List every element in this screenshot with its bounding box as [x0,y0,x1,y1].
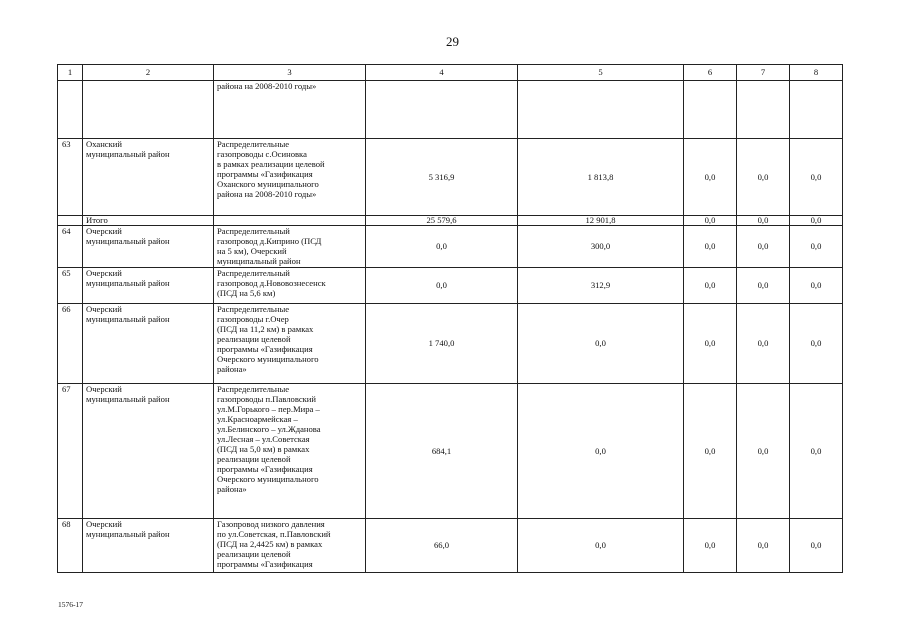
value-col-7: 0,0 [737,139,790,216]
column-header: 4 [366,65,518,81]
district-name: Очерский муниципальный район [83,268,214,304]
table-row [58,384,843,519]
table-row [58,519,843,573]
value-col-7: 0,0 [737,226,790,268]
column-header: 7 [737,65,790,81]
value-col-4: 0,0 [366,226,518,268]
district-name: Очерский муниципальный район [83,304,214,384]
row-index: 63 [58,139,83,216]
object-description: Распределительные газопроводы п.Павловский ул.М.Горького – пер.Мира – ул.Красноармейская – ул.Белинского – ул.Жданова ул.Лесная – ул.Советская (ПСД на 5,0 км) в рамках реализации целевой программы «Газификация Очерского муниципального района» [214,384,366,519]
row-index: 64 [58,226,83,268]
column-header: 5 [518,65,684,81]
column-header: 3 [214,65,366,81]
value-col-6: 0,0 [684,304,737,384]
value-col-7: 0,0 [737,268,790,304]
value-col-8: 0,0 [790,384,843,519]
district-name: Оханский муниципальный район [83,139,214,216]
table-row [58,268,843,304]
value-col-6: 0,0 [684,519,737,573]
object-description: Распределительные газопроводы с.Осиновка в рамках реализации целевой программы «Газификация Оханского муниципального района на 2008-2010 годы» [214,139,366,216]
value-col-5: 312,9 [518,268,684,304]
table-row [58,226,843,268]
column-header: 8 [790,65,843,81]
row-index: 68 [58,519,83,573]
row-index: 67 [58,384,83,519]
district-name [83,81,214,139]
value-col-8: 0,0 [790,139,843,216]
column-header: 6 [684,65,737,81]
object-description: района на 2008-2010 годы» [214,81,366,139]
value-col-7 [737,81,790,139]
budget-table [57,64,843,573]
value-col-5: 300,0 [518,226,684,268]
value-col-4 [366,81,518,139]
value-col-5: 12 901,8 [518,216,684,226]
value-col-8 [790,81,843,139]
value-col-6: 0,0 [684,268,737,304]
value-col-4: 1 740,0 [366,304,518,384]
page-number: 29 [446,34,459,49]
value-col-4: 25 579,6 [366,216,518,226]
total-row [58,216,843,226]
value-col-4: 66,0 [366,519,518,573]
district-name: Итого [83,216,214,226]
table-row [58,139,843,216]
row-index: 65 [58,268,83,304]
value-col-7: 0,0 [737,216,790,226]
value-col-8: 0,0 [790,268,843,304]
value-col-6: 0,0 [684,216,737,226]
table-row [58,81,843,139]
value-col-7: 0,0 [737,384,790,519]
value-col-6: 0,0 [684,139,737,216]
value-col-5: 0,0 [518,519,684,573]
value-col-4: 5 316,9 [366,139,518,216]
value-col-8: 0,0 [790,226,843,268]
district-name: Очерский муниципальный район [83,519,214,573]
value-col-6 [684,81,737,139]
value-col-6: 0,0 [684,384,737,519]
value-col-7: 0,0 [737,519,790,573]
table-row [58,304,843,384]
value-col-6: 0,0 [684,226,737,268]
object-description: Распределительный газопровод д.Нововознесенск (ПСД на 5,6 км) [214,268,366,304]
district-name: Очерский муниципальный район [83,226,214,268]
object-description: Распределительные газопроводы г.Очер (ПСД на 11,2 км) в рамках реализации целевой программы «Газификация Очерского муниципального района» [214,304,366,384]
row-index [58,216,83,226]
value-col-4: 684,1 [366,384,518,519]
district-name: Очерский муниципальный район [83,384,214,519]
row-index: 66 [58,304,83,384]
column-header: 1 [58,65,83,81]
object-description [214,216,366,226]
value-col-8: 0,0 [790,216,843,226]
column-header: 2 [83,65,214,81]
value-col-5: 0,0 [518,384,684,519]
value-col-5: 1 813,8 [518,139,684,216]
object-description: Распределительный газопровод д.Киприно (ПСД на 5 км), Очерский муниципальный район [214,226,366,268]
table-header-row [58,65,843,81]
value-col-8: 0,0 [790,519,843,573]
value-col-4: 0,0 [366,268,518,304]
object-description: Газопровод низкого давления по ул.Советская, п.Павловский (ПСД на 2,4425 км) в рамках реализации целевой программы «Газификация [214,519,366,573]
value-col-5: 0,0 [518,304,684,384]
document-footer-code: 1576-17 [58,600,83,609]
row-index [58,81,83,139]
value-col-7: 0,0 [737,304,790,384]
value-col-8: 0,0 [790,304,843,384]
value-col-5 [518,81,684,139]
